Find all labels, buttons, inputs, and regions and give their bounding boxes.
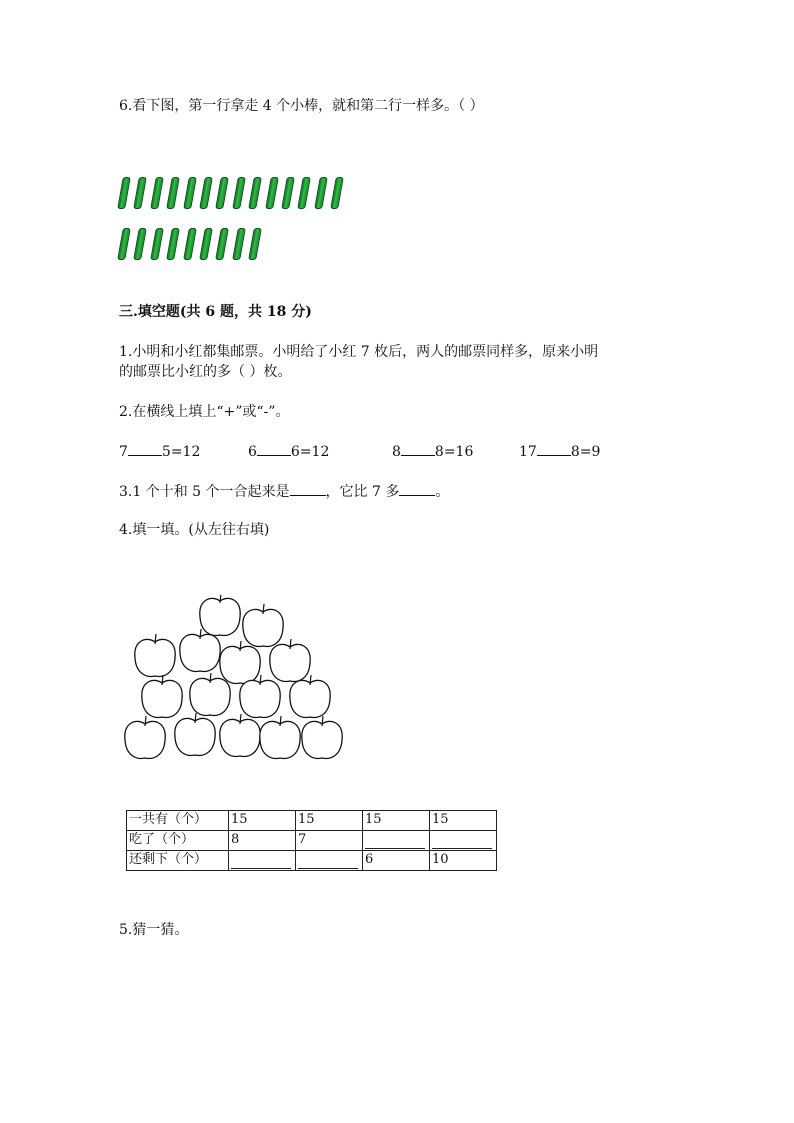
answer-blank[interactable] [537, 441, 571, 456]
question-6-text: 6.看下图，第一行拿走 4 个小棒，就和第二行一样多。（ ） [119, 98, 484, 114]
question-5-text: 5.猜一猜。 [119, 922, 189, 938]
row-label: 还剩下（个） [127, 851, 229, 871]
row-label: 吃了（个） [127, 831, 229, 851]
stick-icon [330, 177, 344, 209]
answer-blank[interactable] [399, 481, 435, 496]
answer-blank[interactable] [128, 441, 162, 456]
stick-icon [117, 228, 131, 260]
equation-2 [248, 441, 329, 462]
equation-3 [392, 441, 473, 462]
stick-icon [166, 177, 180, 209]
stick-icon [199, 177, 213, 209]
apple-icon [125, 716, 165, 758]
table-cell: 8 [229, 831, 296, 851]
stick-icon [232, 177, 246, 209]
equation-operand: 8 [392, 444, 401, 460]
apple-icon [135, 634, 175, 676]
answer-cell[interactable] [296, 851, 363, 871]
apple-icon [175, 713, 215, 755]
apple-icon [220, 714, 260, 756]
apple-icon [270, 639, 310, 681]
answer-blank [432, 848, 492, 849]
stick-icon [216, 177, 230, 209]
stick-icon [183, 228, 197, 260]
section-3-title: 三.填空题(共 6 题，共 18 分) [119, 304, 312, 320]
apple-table [126, 810, 497, 871]
table-cell: 15 [296, 811, 363, 831]
apple-icon [260, 716, 300, 758]
table-cell: 6 [363, 851, 430, 871]
question-3-part-3: 。 [435, 484, 450, 500]
equation-operand: 6 [248, 444, 257, 460]
table-cell: 10 [430, 851, 497, 871]
stick-icon [134, 228, 148, 260]
stick-icon [216, 228, 230, 260]
stick-icon [150, 228, 164, 260]
answer-cell[interactable] [363, 831, 430, 851]
answer-blank [298, 868, 358, 869]
question-1-line-1: 1.小明和小红都集邮票。小明给了小红 7 枚后，两人的邮票同样多，原来小明 [119, 344, 599, 360]
question-2-text: 2.在横线上填上“+”或“-”。 [119, 404, 290, 420]
answer-blank [231, 868, 291, 869]
apples-illustration [120, 595, 360, 765]
table-cell: 7 [296, 831, 363, 851]
question-1-line-2: 的邮票比小红的多（ ）枚。 [119, 364, 292, 380]
equation-rest: 6=12 [290, 444, 330, 460]
table-cell: 15 [430, 811, 497, 831]
equation-rest: 8=16 [434, 444, 474, 460]
apple-icon [142, 675, 182, 717]
stick-icon [281, 177, 295, 209]
equation-operand: 7 [119, 444, 128, 460]
apple-icon [200, 595, 240, 635]
apple-icon [302, 716, 342, 758]
equation-operand: 17 [519, 444, 537, 460]
question-3-part-1: 3.1 个十和 5 个一合起来是 [119, 484, 290, 500]
stick-icon [183, 177, 197, 209]
answer-cell[interactable] [430, 831, 497, 851]
table-cell: 15 [229, 811, 296, 831]
stick-icon [117, 177, 131, 209]
table-cell: 15 [363, 811, 430, 831]
equation-4 [519, 441, 600, 462]
table-row [127, 851, 497, 871]
apple-icon [220, 641, 260, 683]
equation-rest: 8=9 [570, 444, 601, 460]
answer-blank[interactable] [401, 441, 435, 456]
stick-icon [166, 228, 180, 260]
table-row [127, 811, 497, 831]
question-4-text: 4.填一填。(从左往右填) [119, 522, 270, 538]
stick-icon [150, 177, 164, 209]
row-label: 一共有（个） [127, 811, 229, 831]
stick-icon [134, 177, 148, 209]
stick-icon [248, 228, 262, 260]
answer-blank[interactable] [290, 481, 326, 496]
stick-icon [199, 228, 213, 260]
stick-icon [232, 228, 246, 260]
apple-icon [243, 604, 283, 646]
stick-icon [248, 177, 262, 209]
answer-blank[interactable] [257, 441, 291, 456]
answer-cell[interactable] [229, 851, 296, 871]
table-row [127, 831, 497, 851]
stick-icon [265, 177, 279, 209]
question-3 [119, 481, 449, 502]
stick-icon [314, 177, 328, 209]
answer-blank [365, 848, 425, 849]
stick-icon [298, 177, 312, 209]
apple-icon [190, 673, 230, 715]
equation-1 [119, 441, 200, 462]
equation-rest: 5=12 [161, 444, 201, 460]
question-3-part-2: ，它比 7 多 [325, 484, 400, 500]
